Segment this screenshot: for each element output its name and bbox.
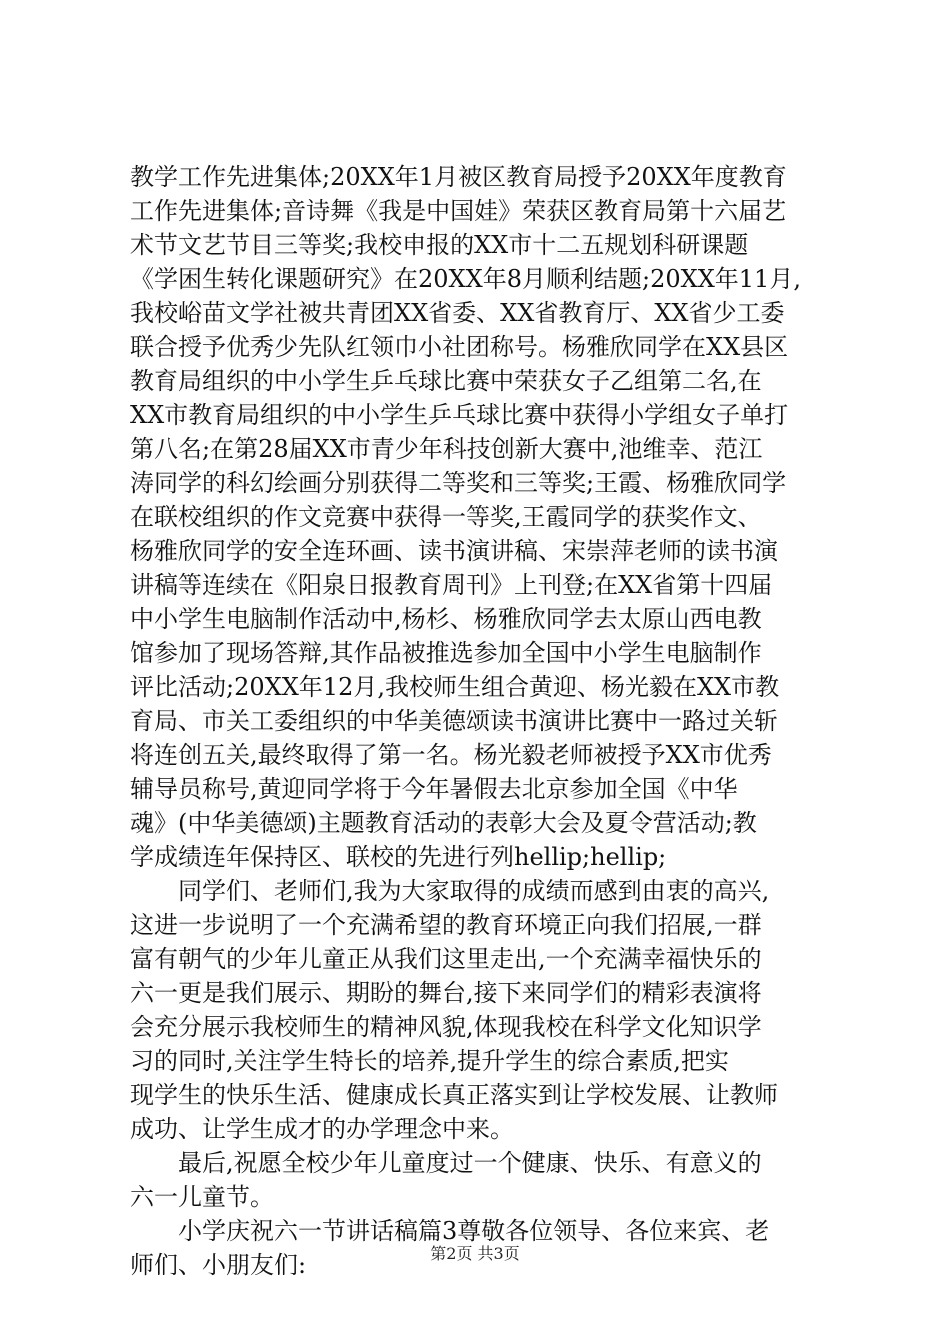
text-line: 育局、市关工委组织的中华美德颂读书演讲比赛中一路过关斩 — [130, 707, 778, 735]
text-line: 涛同学的科幻绘画分别获得二等奖和三等奖;王霞、杨雅欣同学 — [130, 469, 787, 497]
text-line: 讲稿等连续在《阳泉日报教育周刊》上刊登;在XX省第十四届 — [130, 571, 773, 599]
text-line: 我校峪苗文学社被共青团XX省委、XX省教育厅、XX省少工委 — [130, 299, 785, 327]
text-line: 辅导员称号,黄迎同学将于今年暑假去北京参加全国《中华 — [130, 775, 738, 803]
text-line: 教育局组织的中小学生乒乓球比赛中荣获女子乙组第二名,在 — [130, 367, 762, 395]
text-line: 成功、让学生成才的办学理念中来。 — [130, 1115, 514, 1143]
text-line: 《学困生转化课题研究》在20XX年8月顺利结题;20XX年11月, — [130, 265, 801, 293]
text-line: 魂》(中华美德颂)主题教育活动的表彰大会及夏令营活动;教 — [130, 809, 757, 837]
text-line: 学成绩连年保持区、联校的先进行列hellip;hellip; — [130, 843, 667, 871]
text-line: 评比活动;20XX年12月,我校师生组合黄迎、杨光毅在XX市教 — [130, 673, 780, 701]
text-line: 六一儿童节。 — [130, 1183, 274, 1211]
text-line: 杨雅欣同学的安全连环画、读书演讲稿、宋崇萍老师的读书演 — [130, 537, 778, 565]
page-number: 第2页 共3页 — [430, 1244, 520, 1263]
text-line: XX市教育局组织的中小学生乒乓球比赛中获得小学组女子单打 — [130, 401, 789, 429]
paragraph-first-line: 小学庆祝六一节讲话稿篇3尊敬各位领导、各位来宾、老 — [178, 1217, 770, 1245]
text-line: 现学生的快乐生活、健康成长真正落实到让学校发展、让教师 — [130, 1081, 778, 1109]
text-line: 习的同时,关注学生特长的培养,提升学生的综合素质,把实 — [130, 1047, 729, 1075]
text-line: 教学工作先进集体;20XX年1月被区教育局授予20XX年度教育 — [130, 163, 787, 191]
text-line: 工作先进集体;音诗舞《我是中国娃》荣获区教育局第十六届艺 — [130, 197, 787, 225]
paragraph-first-line: 同学们、老师们,我为大家取得的成绩而感到由衷的高兴, — [178, 877, 770, 905]
text-line: 富有朝气的少年儿童正从我们这里走出,一个充满幸福快乐的 — [130, 945, 762, 973]
text-line: 会充分展示我校师生的精神风貌,体现我校在科学文化知识学 — [130, 1013, 762, 1041]
text-line: 术节文艺节目三等奖;我校申报的XX市十二五规划科研课题 — [130, 231, 749, 259]
text-line: 六一更是我们展示、期盼的舞台,接下来同学们的精彩表演将 — [130, 979, 762, 1007]
text-line: 中小学生电脑制作活动中,杨杉、杨雅欣同学去太原山西电教 — [130, 605, 762, 633]
text-line: 第八名;在第28届XX市青少年科技创新大赛中,池维幸、范江 — [130, 435, 763, 463]
text-line: 这进一步说明了一个充满希望的教育环境正向我们招展,一群 — [130, 911, 762, 939]
text-line: 在联校组织的作文竞赛中获得一等奖,王霞同学的获奖作文、 — [130, 503, 762, 531]
text-line: 将连创五关,最终取得了第一名。杨光毅老师被授予XX市优秀 — [130, 741, 772, 769]
paragraph-first-line: 最后,祝愿全校少年儿童度过一个健康、快乐、有意义的 — [178, 1149, 762, 1177]
text-line: 联合授予优秀少先队红领巾小社团称号。杨雅欣同学在XX县区 — [130, 333, 789, 361]
text-line: 馆参加了现场答辩,其作品被推选参加全国中小学生电脑制作 — [130, 639, 762, 667]
text-line: 师们、小朋友们: — [130, 1251, 307, 1279]
